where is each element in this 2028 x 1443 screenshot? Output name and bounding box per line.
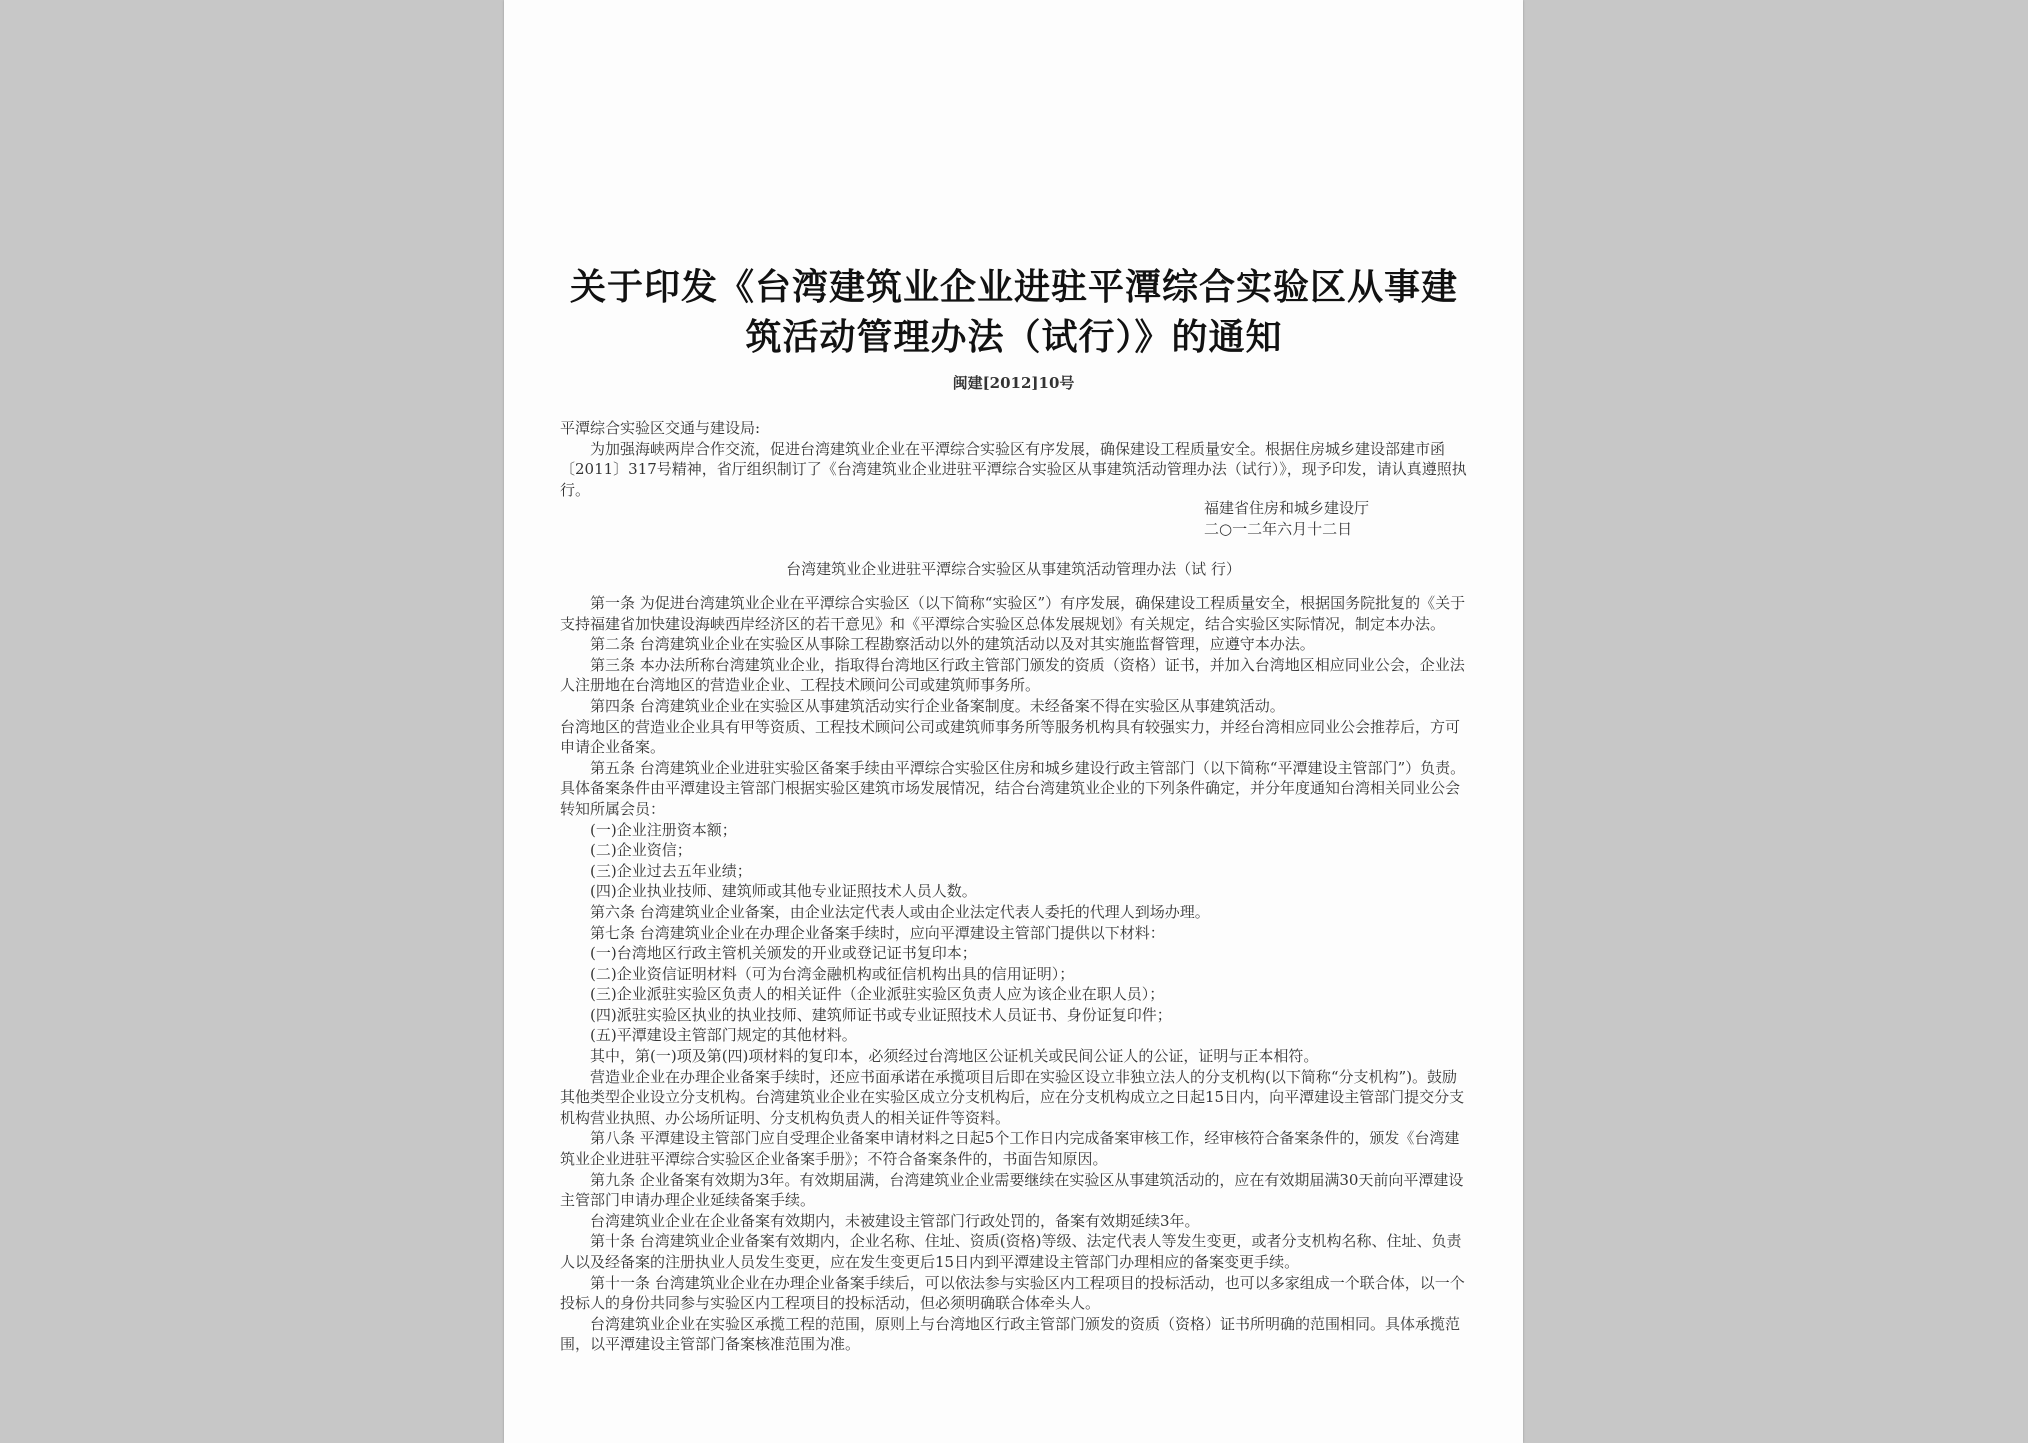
article: 第二条 台湾建筑业企业在实验区从事除工程勘察活动以外的建筑活动以及对其实施监督管理，应遵守本办法。	[590, 635, 1315, 654]
list-item: (三)企业派驻实验区负责人的相关证件（企业派驻实验区负责人应为该企业在职人员）；	[590, 985, 1165, 1004]
title-line-1: 关于印发《台湾建筑业企业进驻平潭综合实验区从事建	[569, 266, 1458, 308]
list-item: (三)企业过去五年业绩；	[590, 861, 752, 880]
title-line-2: 筑活动管理办法（试行）》的通知	[745, 316, 1283, 358]
document-page	[504, 0, 1523, 1443]
list-item: (二)企业资信；	[590, 841, 692, 860]
article: 第一条 为促进台湾建筑业企业在平潭综合实验区（以下简称“实验区”）有序发展，确保建设工程质量安全，根据国务院批复的《关于支持福建省加快建设海峡西岸经济区的若干意见》和《平潭综合实验区总体发展规划》有关规定，结合实验区实际情况，制定本办法。	[560, 594, 1466, 633]
notice-body	[560, 418, 1470, 500]
list-item: (四)派驻实验区执业的执业技师、建筑师证书或专业证照技术人员证书、身份证复印件；	[590, 1005, 1172, 1024]
article: 第五条 台湾建筑业企业进驻实验区备案手续由平潭综合实验区住房和城乡建设行政主管部门（以下简称“平潭建设主管部门”）负责。具体备案条件由平潭建设主管部门根据实验区建筑市场发展情况，结合台湾建筑业企业的下列条件确定，并分年度通知台湾相关同业公会转知所属会员：	[560, 758, 1466, 818]
list-item: (五)平潭建设主管部门规定的其他材料。	[590, 1026, 857, 1045]
list-item: (四)企业执业技师、建筑师或其他专业证照技术人员人数。	[590, 882, 977, 901]
article: 台湾地区的营造业企业具有甲等资质、工程技术顾问公司或建筑师事务所等服务机构具有较强实力，并经台湾相应同业公会推荐后，方可申请企业备案。	[560, 717, 1461, 757]
list-item: (二)企业资信证明材料（可为台湾金融机构或征信机构出具的信用证明）；	[590, 964, 1075, 983]
intro-paragraph: 为加强海峡两岸合作交流，促进台湾建筑业企业在平潭综合实验区有序发展，确保建设工程质量安全。根据住房城乡建设部建市函〔2011〕317号精神，省厅组织制订了《台湾建筑业企业进驻平潭综合实验区从事建筑活动管理办法（试行）》，现予印发，请认真遵照执行。	[560, 439, 1467, 499]
document-title	[544, 262, 1484, 362]
article: 第八条 平潭建设主管部门应自受理企业备案申请材料之日起5个工作日内完成备案审核工作，经审核符合备案条件的，颁发《台湾建筑业企业进驻平潭综合实验区企业备案手册》；不符合备案条件的，书面告知原因。	[560, 1129, 1460, 1169]
article: 第六条 台湾建筑业企业备案，由企业法定代表人或由企业法定代表人委托的代理人到场办理。	[590, 902, 1210, 921]
articles	[560, 593, 1470, 1355]
article: 第四条 台湾建筑业企业在实验区从事建筑活动实行企业备案制度。未经备案不得在实验区从事建筑活动。	[590, 696, 1285, 715]
issue-date: 二○一二年六月十二日	[1204, 520, 1353, 538]
document-number: 闽建[2012]10号	[952, 374, 1075, 392]
article: 第三条 本办法所称台湾建筑业企业，指取得台湾地区行政主管部门颁发的资质（资格）证书，并加入台湾地区相应同业公会，企业法人注册地在台湾地区的营造业企业、工程技术顾问公司或建筑师事务所。	[560, 655, 1465, 695]
issuer: 福建省住房和城乡建设厅	[1204, 499, 1370, 517]
article: 第九条 企业备案有效期为3年。有效期届满，台湾建筑业企业需要继续在实验区从事建筑活动的，应在有效期届满30天前向平潭建设主管部门申请办理企业延续备案手续。	[560, 1170, 1464, 1210]
article: 第十一条 台湾建筑业企业在办理企业备案手续后，可以依法参与实验区内工程项目的投标活动，也可以多家组成一个联合体，以一个投标人的身份共同参与实验区内工程项目的投标活动，但必须明确联合体牵头人。	[560, 1273, 1465, 1313]
list-item: (一)台湾地区行政主管机关颁发的开业或登记证书复印本；	[590, 944, 977, 963]
measures-title: 台湾建筑业企业进驻平潭综合实验区从事建筑活动管理办法（试 行）	[786, 560, 1241, 578]
article: 第七条 台湾建筑业企业在办理企业备案手续时，应向平潭建设主管部门提供以下材料：	[590, 923, 1165, 942]
recipient: 平潭综合实验区交通与建设局:	[560, 419, 761, 437]
article: 营造业企业在办理企业备案手续时，还应书面承诺在承揽项目后即在实验区设立非独立法人的分支机构(以下简称“分支机构”)。鼓励其他类型企业设立分支机构。台湾建筑业企业在实验区成立分支机构后，应在分支机构成立之日起15日内，向平潭建设主管部门提交分支机构营业执照、办公场所证明、分支机构负责人的相关证件等资料。	[560, 1067, 1465, 1127]
article: 第十条 台湾建筑业企业备案有效期内，企业名称、住址、资质(资格)等级、法定代表人等发生变更，或者分支机构名称、住址、负责人以及经备案的注册执业人员发生变更，应在发生变更后15日内到平潭建设主管部门办理相应的备案变更手续。	[560, 1232, 1462, 1271]
article: 台湾建筑业企业在实验区承揽工程的范围，原则上与台湾地区行政主管部门颁发的资质（资格）证书所明确的范围相同。具体承揽范围，以平潭建设主管部门备案核准范围为准。	[560, 1314, 1461, 1354]
article: 其中，第(一)项及第(四)项材料的复印本，必须经过台湾地区公证机关或民间公证人的公证，证明与正本相符。	[590, 1047, 1319, 1066]
list-item: (一)企业注册资本额；	[590, 820, 737, 839]
article: 台湾建筑业企业在企业备案有效期内，未被建设主管部门行政处罚的，备案有效期延续3年。	[590, 1211, 1200, 1230]
